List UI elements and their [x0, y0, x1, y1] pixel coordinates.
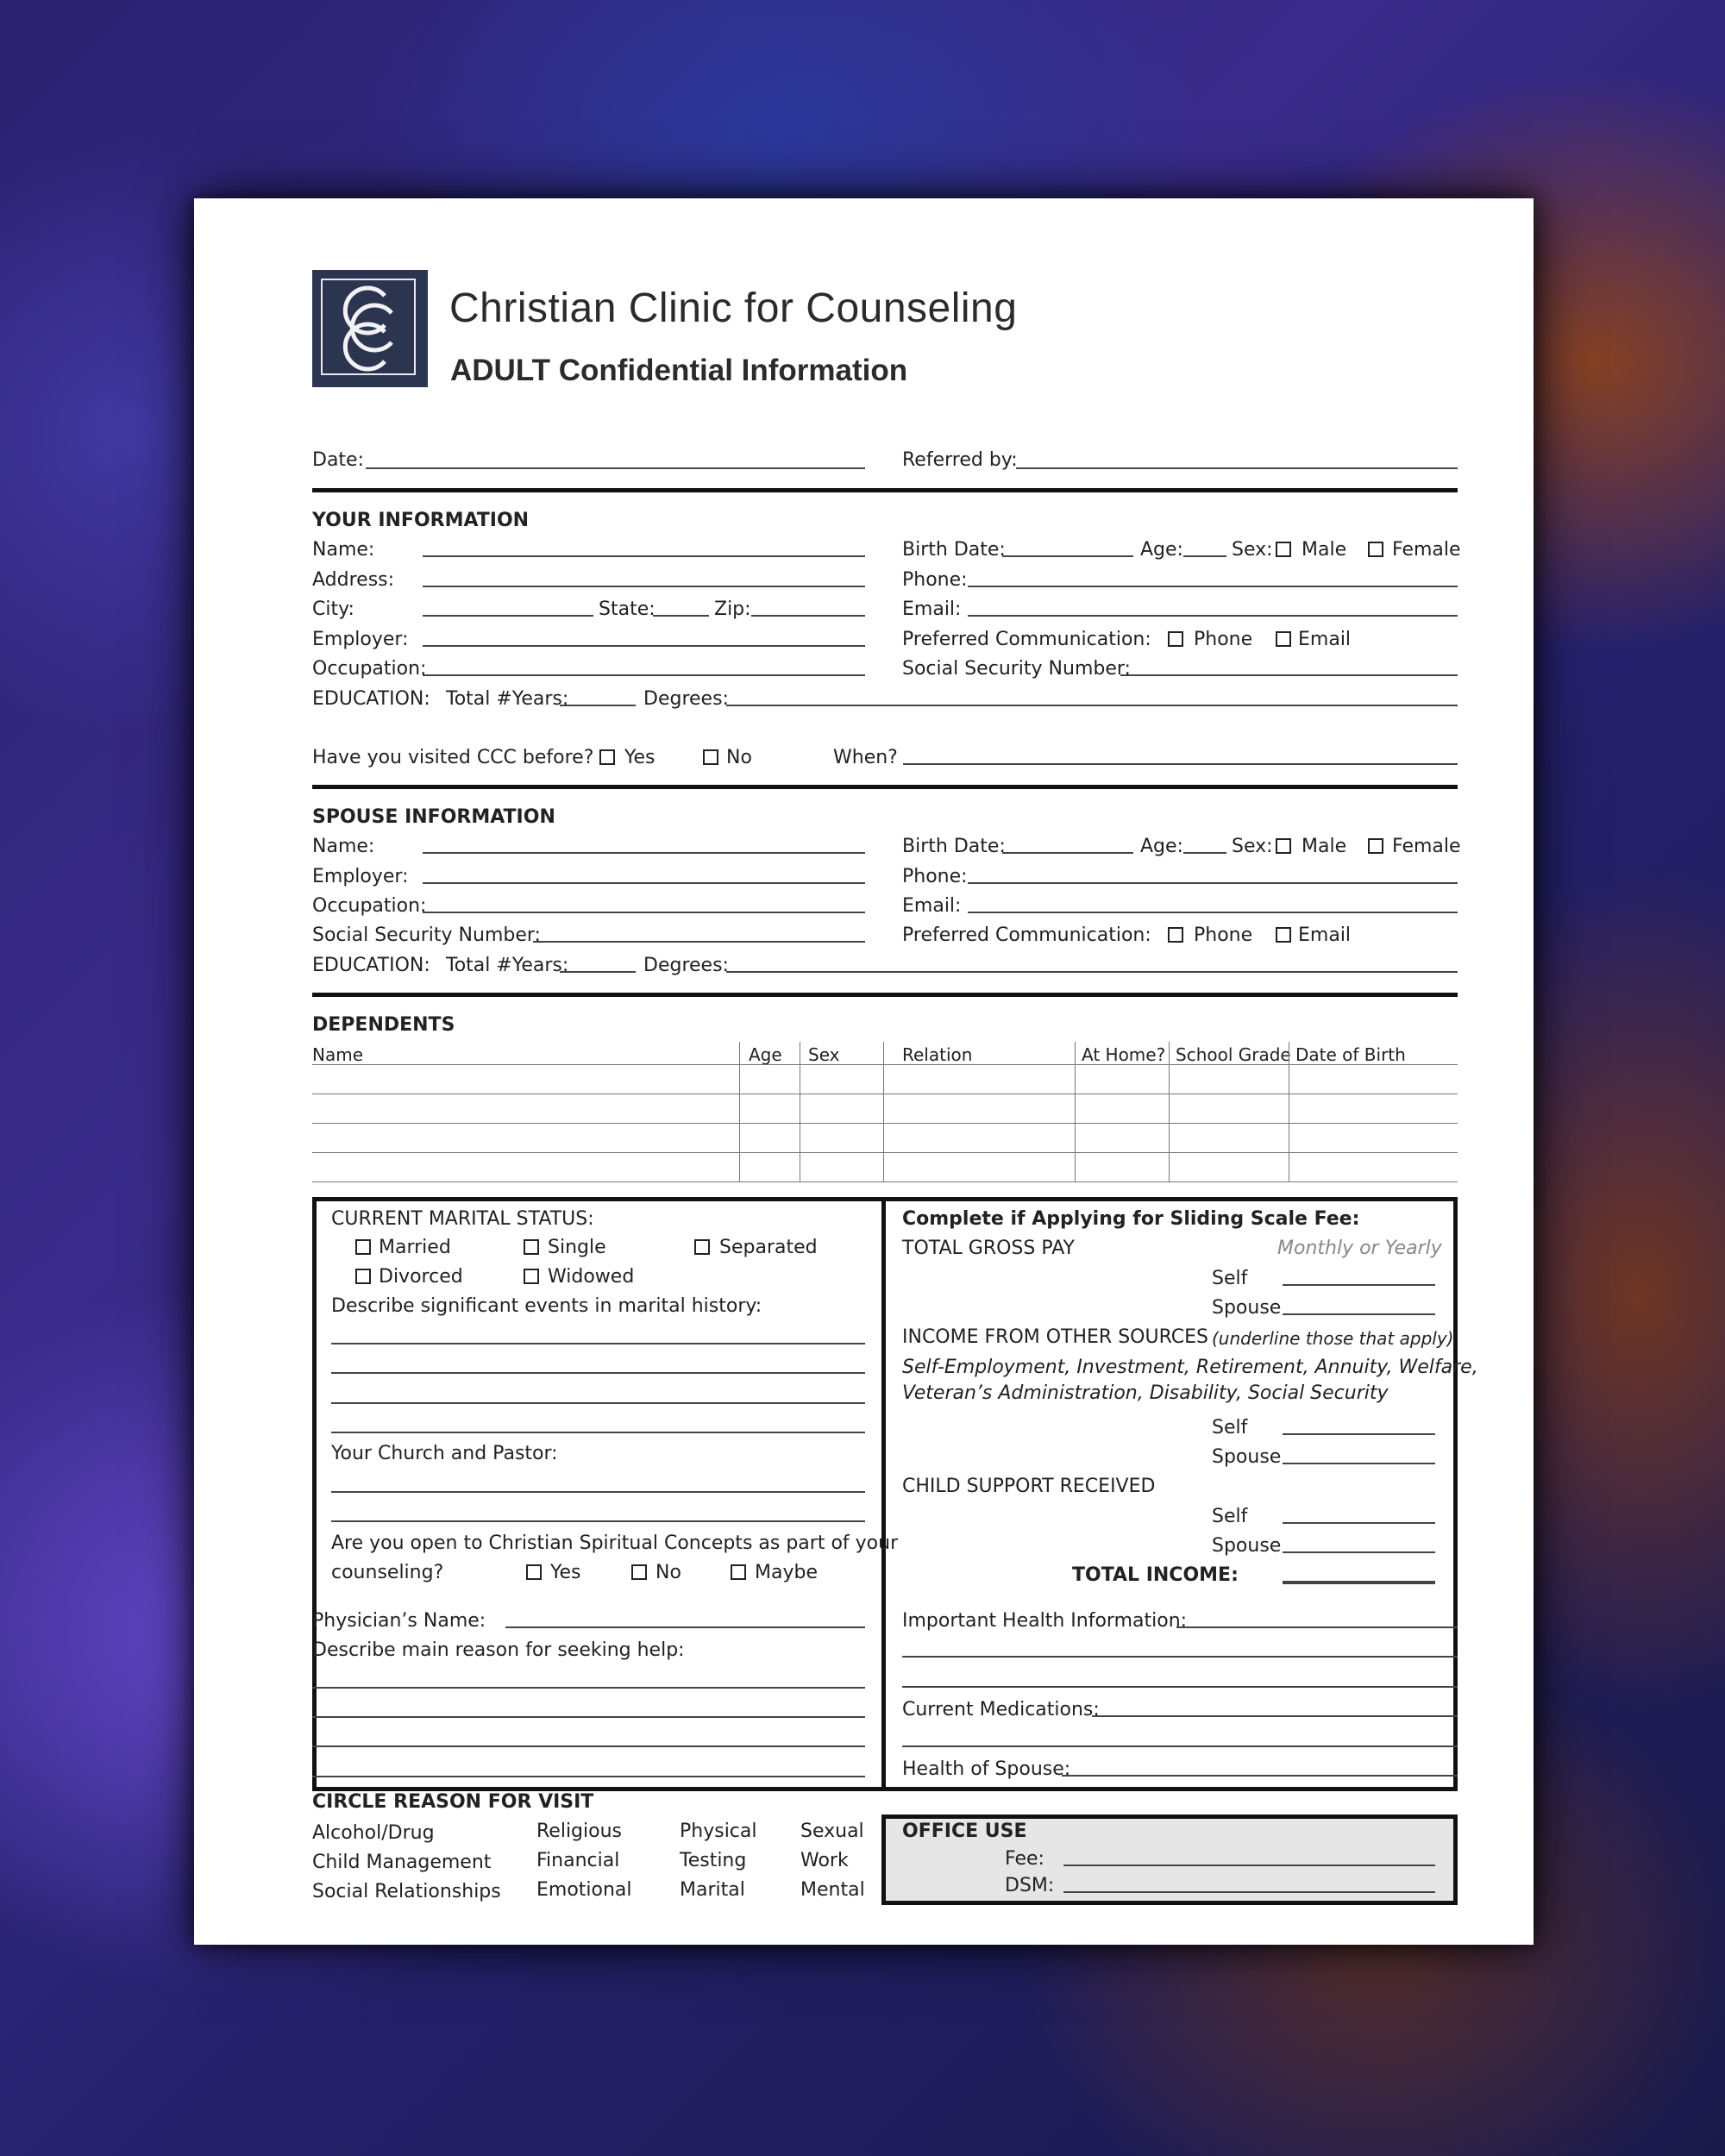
spiritual-maybe-label: Maybe	[755, 1562, 818, 1583]
pref-email-checkbox[interactable]	[1276, 631, 1291, 647]
spouse-info-heading: SPOUSE INFORMATION	[312, 806, 555, 828]
dep-col-school-grade: School Grade	[1176, 1044, 1291, 1065]
table-row[interactable]	[312, 1123, 1458, 1124]
spouse-pref-phone-label: Phone	[1194, 924, 1253, 946]
total-income-field[interactable]	[1283, 1581, 1435, 1584]
dep-col-at-home: At Home?	[1082, 1044, 1166, 1065]
spouse-employer-field[interactable]	[423, 882, 865, 884]
zip-label: Zip:	[714, 599, 751, 620]
table-divider	[1075, 1042, 1076, 1181]
spouse-occupation-label: Occupation:	[312, 895, 427, 917]
ccc-monogram-icon	[331, 284, 409, 373]
pref-comm-label: Preferred Communication:	[902, 629, 1151, 650]
spouse-total-years-label: Total #Years:	[446, 955, 569, 976]
child-self-field[interactable]	[1283, 1522, 1435, 1524]
income-sources-2: Veteran’s Administration, Disability, Social Security	[902, 1382, 1389, 1404]
dsm-field[interactable]	[1063, 1891, 1435, 1893]
dep-col-age: Age	[749, 1044, 782, 1065]
female-label: Female	[1392, 539, 1461, 561]
reason-sexual[interactable]: Sexual	[800, 1821, 864, 1842]
divorced-label: Divorced	[379, 1266, 463, 1288]
spouse-name-label: Name:	[312, 836, 375, 857]
church-line[interactable]	[331, 1491, 865, 1493]
other-spouse-label: Spouse	[1212, 1446, 1282, 1468]
spiritual-maybe-checkbox[interactable]	[731, 1564, 746, 1580]
divorced-checkbox[interactable]	[355, 1269, 371, 1284]
widowed-checkbox[interactable]	[524, 1269, 539, 1284]
spouse-female-label: Female	[1392, 836, 1461, 857]
section-divider	[312, 785, 1458, 789]
physician-field[interactable]	[505, 1626, 865, 1628]
section-divider	[312, 993, 1458, 997]
spiritual-no-label: No	[656, 1562, 681, 1583]
reason-religious[interactable]: Religious	[536, 1821, 622, 1842]
phone-label: Phone:	[902, 569, 968, 591]
degrees-label: Degrees:	[643, 688, 729, 710]
physician-label: Physician’s Name:	[312, 1610, 486, 1632]
child-self-label: Self	[1212, 1506, 1248, 1527]
medications-label: Current Medications:	[902, 1699, 1100, 1720]
total-income-label: TOTAL INCOME:	[1072, 1564, 1239, 1586]
birth-date-field[interactable]	[1002, 555, 1133, 557]
church-label: Your Church and Pastor:	[331, 1443, 558, 1464]
spouse-age-label: Age:	[1140, 836, 1183, 857]
sliding-heading: Complete if Applying for Sliding Scale Fee:	[902, 1208, 1360, 1230]
spouse-pref-comm-label: Preferred Communication:	[902, 924, 1151, 946]
reason-work[interactable]: Work	[800, 1850, 849, 1871]
church-line[interactable]	[331, 1520, 865, 1522]
table-row[interactable]	[312, 1064, 1458, 1065]
spouse-phone-field[interactable]	[968, 882, 1458, 884]
spouse-name-field[interactable]	[423, 852, 865, 854]
degrees-field[interactable]	[726, 705, 1458, 706]
spiritual-yes-label: Yes	[550, 1562, 581, 1583]
married-checkbox[interactable]	[355, 1239, 371, 1255]
zip-field[interactable]	[751, 615, 865, 617]
other-self-label: Self	[1212, 1417, 1248, 1438]
city-field[interactable]	[423, 615, 593, 617]
separated-checkbox[interactable]	[694, 1239, 710, 1255]
spouse-employer-label: Employer:	[312, 866, 409, 887]
employer-label: Employer:	[312, 629, 409, 650]
fee-field[interactable]	[1063, 1865, 1435, 1866]
spouse-degrees-label: Degrees:	[643, 955, 729, 976]
ssn-label: Social Security Number:	[902, 658, 1131, 680]
other-income-label: INCOME FROM OTHER SOURCES	[902, 1326, 1209, 1348]
ssn-field[interactable]	[1120, 674, 1458, 676]
name-label: Name:	[312, 539, 375, 561]
referred-field[interactable]	[1016, 467, 1458, 469]
marital-history-line[interactable]	[331, 1343, 865, 1344]
reason-line[interactable]	[312, 1716, 865, 1718]
spiritual-question-cont: counseling?	[331, 1562, 444, 1583]
logo-text: CCC	[331, 284, 334, 285]
marital-history-label: Describe significant events in marital history:	[331, 1295, 762, 1317]
spiritual-question: Are you open to Christian Spiritual Concepts as part of your	[331, 1532, 899, 1554]
spouse-pref-phone-checkbox[interactable]	[1168, 927, 1183, 943]
your-info-heading: YOUR INFORMATION	[312, 510, 530, 531]
table-divider	[883, 1042, 884, 1181]
reason-alcohol-drug[interactable]: Alcohol/Drug	[312, 1822, 435, 1844]
separated-label: Separated	[719, 1237, 818, 1258]
dep-col-sex: Sex	[808, 1044, 840, 1065]
form-sheet	[194, 198, 1534, 1945]
total-years-field[interactable]	[560, 705, 636, 706]
spouse-male-label: Male	[1302, 836, 1347, 857]
medications-line[interactable]	[902, 1745, 1458, 1747]
reason-social-relationships[interactable]: Social Relationships	[312, 1881, 501, 1902]
child-spouse-label: Spouse	[1212, 1535, 1282, 1557]
monthly-yearly-note: Monthly or Yearly	[1277, 1238, 1442, 1259]
visited-yes-label: Yes	[624, 747, 656, 768]
reason-line[interactable]	[312, 1687, 865, 1689]
spouse-phone-label: Phone:	[902, 866, 968, 887]
spouse-degrees-field[interactable]	[726, 971, 1458, 973]
reason-financial[interactable]: Financial	[536, 1850, 620, 1871]
dep-col-dob: Date of Birth	[1295, 1044, 1406, 1065]
male-checkbox[interactable]	[1276, 542, 1291, 557]
spiritual-yes-checkbox[interactable]	[526, 1564, 542, 1580]
office-use-heading: OFFICE USE	[902, 1821, 1027, 1842]
marital-history-line[interactable]	[331, 1432, 865, 1433]
section-divider	[312, 488, 1458, 492]
reason-label: Describe main reason for seeking help:	[312, 1639, 685, 1661]
employer-field[interactable]	[423, 645, 865, 647]
spouse-pref-email-label: Email	[1298, 924, 1352, 946]
female-checkbox[interactable]	[1368, 542, 1383, 557]
male-label: Male	[1302, 539, 1347, 561]
name-field[interactable]	[423, 555, 865, 557]
gross-spouse-label: Spouse	[1212, 1297, 1282, 1319]
table-row[interactable]	[312, 1152, 1458, 1153]
when-label: When?	[833, 747, 898, 768]
spouse-email-label: Email:	[902, 895, 962, 917]
reason-emotional[interactable]: Emotional	[536, 1879, 632, 1901]
state-label: State:	[599, 599, 656, 620]
box-divider	[881, 1197, 886, 1791]
other-spouse-field[interactable]	[1283, 1463, 1435, 1464]
address-label: Address:	[312, 569, 395, 591]
address-field[interactable]	[423, 586, 865, 587]
reason-line[interactable]	[312, 1745, 865, 1747]
gross-self-field[interactable]	[1283, 1284, 1435, 1286]
child-support-label: CHILD SUPPORT RECEIVED	[902, 1476, 1156, 1497]
date-label: Date:	[312, 449, 364, 471]
spouse-ssn-label: Social Security Number:	[312, 924, 541, 946]
spouse-birth-date-label: Birth Date:	[902, 836, 1006, 857]
single-label: Single	[548, 1237, 606, 1258]
reason-testing[interactable]: Testing	[680, 1850, 747, 1871]
medications-field[interactable]	[1092, 1715, 1458, 1717]
spouse-education-label: EDUCATION:	[312, 955, 430, 976]
fee-label: Fee:	[1005, 1848, 1044, 1870]
widowed-label: Widowed	[548, 1266, 635, 1288]
other-self-field[interactable]	[1283, 1433, 1435, 1435]
table-divider	[1169, 1042, 1170, 1181]
important-health-label: Important Health Information:	[902, 1610, 1188, 1632]
important-health-line[interactable]	[902, 1686, 1458, 1688]
spouse-health-label: Health of Spouse:	[902, 1758, 1071, 1780]
table-row[interactable]	[312, 1181, 1458, 1182]
dependents-heading: DEPENDENTS	[312, 1014, 455, 1036]
birth-date-label: Birth Date:	[902, 539, 1006, 561]
occupation-field[interactable]	[423, 674, 865, 676]
spouse-pref-email-checkbox[interactable]	[1276, 927, 1291, 943]
reason-mental[interactable]: Mental	[800, 1879, 865, 1901]
gross-spouse-field[interactable]	[1283, 1313, 1435, 1315]
age-label: Age:	[1140, 539, 1183, 561]
email-label: Email:	[902, 599, 962, 620]
spouse-email-field[interactable]	[968, 912, 1458, 913]
dep-col-relation: Relation	[902, 1044, 973, 1065]
state-field[interactable]	[653, 615, 709, 617]
visited-no-checkbox[interactable]	[703, 749, 718, 765]
email-field[interactable]	[968, 615, 1458, 617]
spouse-male-checkbox[interactable]	[1276, 838, 1291, 854]
visited-label: Have you visited CCC before?	[312, 747, 594, 768]
visited-yes-checkbox[interactable]	[599, 749, 615, 765]
pref-phone-checkbox[interactable]	[1168, 631, 1183, 647]
married-label: Married	[379, 1237, 451, 1258]
spiritual-no-checkbox[interactable]	[631, 1564, 647, 1580]
single-checkbox[interactable]	[524, 1239, 539, 1255]
phone-field[interactable]	[968, 586, 1458, 587]
reason-line[interactable]	[312, 1776, 865, 1777]
marital-history-line[interactable]	[331, 1372, 865, 1374]
table-divider	[739, 1042, 740, 1181]
sex-label: Sex:	[1232, 539, 1273, 561]
reason-physical[interactable]: Physical	[680, 1821, 757, 1842]
spouse-occupation-field[interactable]	[423, 912, 865, 913]
reason-marital[interactable]: Marital	[680, 1879, 745, 1901]
important-health-field[interactable]	[1176, 1626, 1458, 1628]
pref-phone-label: Phone	[1194, 629, 1253, 650]
spouse-birth-date-field[interactable]	[1002, 852, 1133, 854]
spouse-health-field[interactable]	[1062, 1775, 1458, 1777]
circle-heading: CIRCLE REASON FOR VISIT	[312, 1791, 594, 1813]
marital-heading: CURRENT MARITAL STATUS:	[331, 1208, 594, 1230]
spouse-ssn-field[interactable]	[533, 941, 865, 943]
spouse-sex-label: Sex:	[1232, 836, 1273, 857]
city-label: City:	[312, 599, 354, 620]
total-years-label: Total #Years:	[446, 688, 569, 710]
reason-child-management[interactable]: Child Management	[312, 1852, 492, 1873]
spouse-female-checkbox[interactable]	[1368, 838, 1383, 854]
spouse-age-field[interactable]	[1183, 852, 1226, 854]
spouse-total-years-field[interactable]	[560, 971, 636, 973]
visited-no-label: No	[726, 747, 752, 768]
marital-history-line[interactable]	[331, 1402, 865, 1404]
important-health-line[interactable]	[902, 1656, 1458, 1658]
clinic-name: Christian Clinic for Counseling	[449, 285, 1018, 331]
child-spouse-field[interactable]	[1283, 1551, 1435, 1553]
education-label: EDUCATION:	[312, 688, 430, 710]
clinic-logo	[312, 270, 428, 387]
referred-label: Referred by:	[902, 449, 1018, 471]
underline-note: (underline those that apply)	[1212, 1328, 1454, 1349]
income-sources-1: Self-Employment, Investment, Retirement, Annuity, Welfare,	[902, 1357, 1478, 1378]
when-field[interactable]	[903, 763, 1458, 765]
gross-self-label: Self	[1212, 1268, 1248, 1289]
dsm-label: DSM:	[1005, 1875, 1055, 1896]
date-field[interactable]	[366, 467, 865, 469]
occupation-label: Occupation:	[312, 658, 427, 680]
age-field[interactable]	[1183, 555, 1226, 557]
form-title: ADULT Confidential Information	[450, 354, 908, 387]
dep-col-name: Name	[312, 1044, 364, 1065]
gross-pay-label: TOTAL GROSS PAY	[902, 1238, 1075, 1259]
pref-email-label: Email	[1298, 629, 1352, 650]
